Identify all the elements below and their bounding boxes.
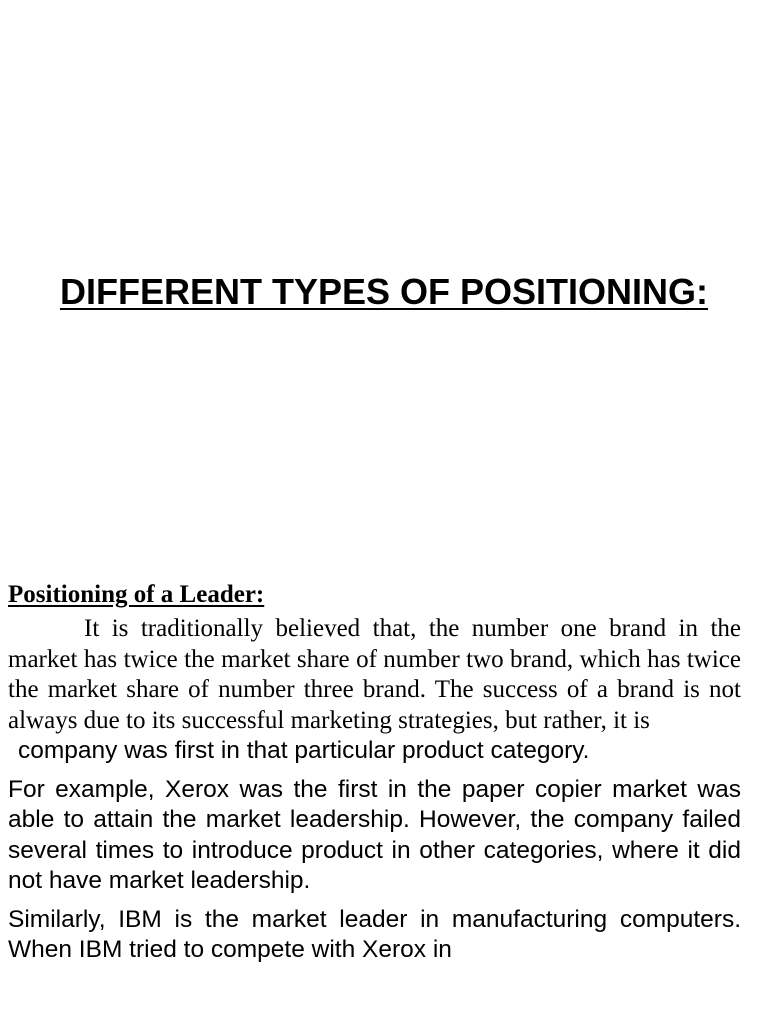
page-title — [0, 268, 768, 316]
paragraph-continuation: company was first in that particular product category. — [18, 737, 590, 764]
page-title-text: DIFFERENT TYPES OF POSITIONING: — [59, 271, 709, 312]
section-heading: Positioning of a Leader: — [8, 581, 265, 608]
paragraph-intro: It is traditionally believed that, the number one brand in the market has twice the market share of number two brand, which has twice the market share of number three brand. The success of a brand is not always due to its successful marketing strategies, but rather, it is — [8, 615, 741, 734]
section-positioning-of-a-leader — [8, 578, 741, 974]
paragraph-ibm-example: Similarly, IBM is the market leader in manufacturing computers. When IBM tried to compete with Xerox in — [8, 905, 741, 963]
paragraph-xerox-example: For example, Xerox was the first in the paper copier market was able to attain the market leadership. However, the company failed several times to introduce product in other categories, where it did not have market leadership. — [8, 775, 741, 894]
